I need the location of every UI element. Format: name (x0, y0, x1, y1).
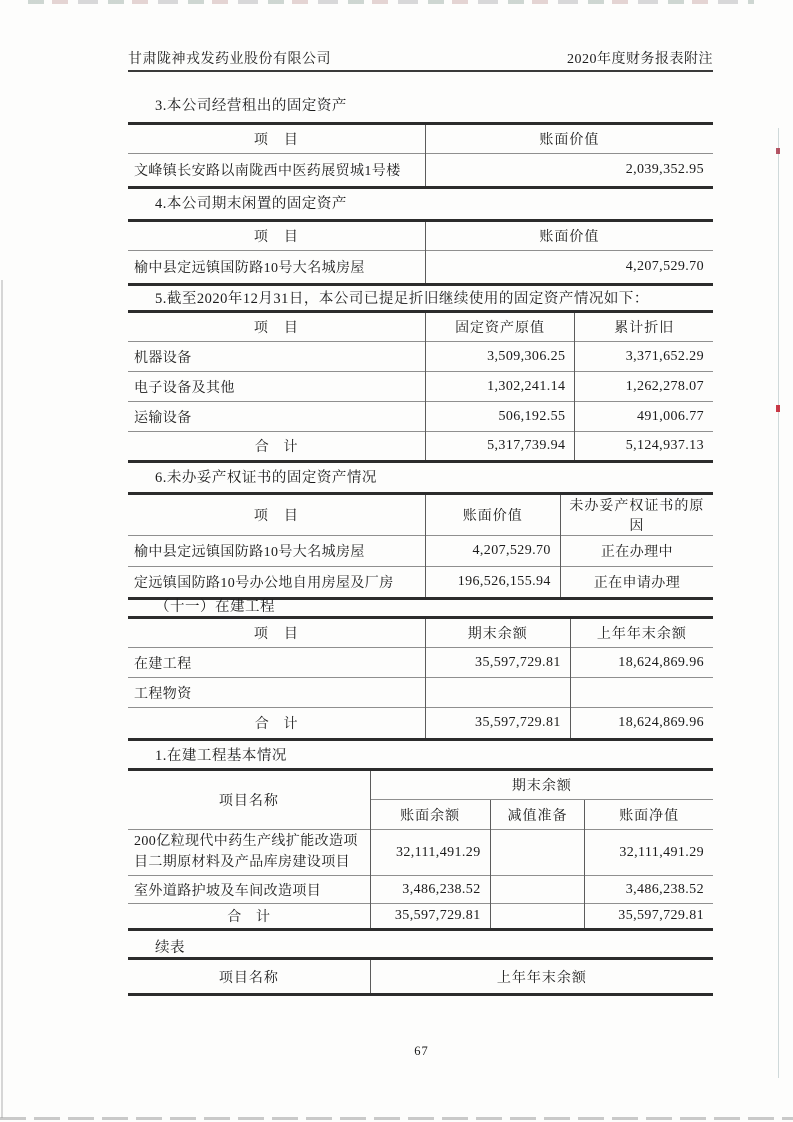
table-total-row (128, 904, 713, 930)
col-impairment-provision: 减值准备 (490, 800, 585, 830)
col-book-net-value: 账面净值 (585, 800, 713, 830)
item-name: 工程物资 (128, 678, 425, 708)
cip-detail-table (128, 768, 713, 931)
table-row (128, 678, 713, 708)
col-accumulated-depreciation: 累计折旧 (575, 312, 713, 342)
total-net: 35,597,729.81 (585, 904, 713, 930)
total-label: 合 计 (128, 432, 425, 462)
project-balance: 3,486,238.52 (370, 876, 490, 904)
section-4-heading: 4.本公司期末闲置的固定资产 (155, 196, 347, 212)
total-balance: 35,597,729.81 (370, 904, 490, 930)
project-balance: 32,111,491.29 (370, 830, 490, 876)
header-rule (128, 70, 713, 72)
asset-name: 定远镇国防路10号办公地自用房屋及厂房 (128, 567, 425, 599)
table-header-row (128, 312, 713, 342)
col-original-cost: 固定资产原值 (425, 312, 575, 342)
item-depreciation: 1,262,278.07 (575, 372, 713, 402)
asset-name: 榆中县定远镇国防路10号大名城房屋 (128, 251, 425, 285)
col-item: 项 目 (253, 509, 299, 524)
item-cost: 1,302,241.14 (425, 372, 575, 402)
project-impairment (490, 876, 585, 904)
item-name: 机器设备 (128, 342, 425, 372)
idle-assets-table (128, 219, 713, 286)
section-6-heading: 6.未办妥产权证书的固定资产情况 (155, 470, 377, 486)
section-3-heading: 3.本公司经营租出的固定资产 (155, 98, 347, 114)
table-row (128, 536, 713, 567)
table-row (128, 372, 713, 402)
col-book-value: 账面价值 (425, 221, 713, 251)
section-11-heading: （十一）在建工程 (155, 599, 275, 615)
item-cost: 3,509,306.25 (425, 342, 575, 372)
page-header (128, 48, 713, 68)
scan-artifact-right-line (778, 128, 779, 1078)
scan-artifact-red-mark-2 (776, 405, 780, 412)
col-book-balance: 账面余额 (370, 800, 490, 830)
table-row (128, 154, 713, 188)
no-certificate-assets-table (128, 492, 713, 600)
table-row (128, 830, 713, 876)
item-ending: 35,597,729.81 (425, 648, 570, 678)
col-project-name: 项目名称 (218, 794, 279, 809)
project-net: 3,486,238.52 (585, 876, 713, 904)
project-name: 室外道路护坡及车间改造项目 (128, 876, 370, 904)
scan-artifact-red-mark-1 (776, 148, 780, 154)
table-row (128, 342, 713, 372)
col-prior-year-balance: 上年年末余额 (370, 959, 713, 995)
continued-table-heading: 续表 (155, 940, 185, 956)
col-item: 项 目 (253, 321, 299, 336)
cip-continued-table (128, 957, 713, 996)
item-depreciation: 491,006.77 (575, 402, 713, 432)
item-name: 运输设备 (128, 402, 425, 432)
scan-artifact-left-line (1, 280, 3, 1118)
table-header-row (128, 959, 713, 995)
table-total-row (128, 432, 713, 462)
asset-name: 榆中县定远镇国防路10号大名城房屋 (128, 536, 425, 567)
col-project-name: 项目名称 (218, 970, 279, 986)
col-prior-year-balance: 上年年末余额 (570, 618, 713, 648)
asset-value: 4,207,529.70 (425, 536, 560, 567)
total-label: 合 计 (128, 904, 370, 930)
asset-value: 4,207,529.70 (425, 251, 713, 285)
total-impairment (490, 904, 585, 930)
table-header-row (128, 221, 713, 251)
table-group-header-row (128, 770, 713, 800)
total-prior: 18,624,869.96 (570, 708, 713, 740)
project-impairment (490, 830, 585, 876)
table-header-row (128, 494, 713, 536)
total-label: 合 计 (128, 708, 425, 740)
col-book-value: 账面价值 (425, 494, 560, 536)
col-item: 项 目 (253, 627, 299, 642)
col-group-ending-balance: 期末余额 (370, 770, 713, 800)
asset-reason: 正在申请办理 (560, 567, 713, 599)
table-row (128, 567, 713, 599)
item-prior (570, 678, 713, 708)
col-item: 项 目 (253, 230, 299, 245)
total-ending: 35,597,729.81 (425, 708, 570, 740)
col-reason: 未办妥产权证书的原因 (560, 494, 713, 536)
item-ending (425, 678, 570, 708)
table-row (128, 251, 713, 285)
page-number: 67 (414, 1044, 429, 1058)
section-11-1-heading: 1.在建工程基本情况 (155, 748, 287, 764)
leased-out-assets-table (128, 122, 713, 189)
depreciated-assets-table (128, 310, 713, 463)
scan-artifact-top-dashes (28, 0, 754, 4)
col-book-value: 账面价值 (425, 124, 713, 154)
total-cost: 5,317,739.94 (425, 432, 575, 462)
section-5-heading: 5.截至2020年12月31日，本公司已提足折旧继续使用的固定资产情况如下： (155, 291, 649, 307)
item-cost: 506,192.55 (425, 402, 575, 432)
item-depreciation: 3,371,652.29 (575, 342, 713, 372)
scan-artifact-bottom-dashes (0, 1117, 793, 1120)
col-ending-balance: 期末余额 (425, 618, 570, 648)
table-row (128, 876, 713, 904)
doc-title: 2020年度财务报表附注 (567, 52, 713, 67)
project-name: 200亿粒现代中药生产线扩能改造项目二期原材料及产品库房建设项目 (128, 830, 370, 876)
item-name: 电子设备及其他 (128, 372, 425, 402)
item-prior: 18,624,869.96 (570, 648, 713, 678)
item-name: 在建工程 (128, 648, 425, 678)
cip-summary-table (128, 616, 713, 741)
asset-value: 196,526,155.94 (425, 567, 560, 599)
table-row (128, 402, 713, 432)
asset-name: 文峰镇长安路以南陇西中医药展贸城1号楼 (128, 154, 425, 188)
total-depreciation: 5,124,937.13 (575, 432, 713, 462)
table-total-row (128, 708, 713, 740)
table-row (128, 648, 713, 678)
col-item: 项 目 (253, 133, 299, 148)
table-header-row (128, 618, 713, 648)
company-name: 甘肃陇神戎发药业股份有限公司 (128, 52, 331, 67)
asset-reason: 正在办理中 (560, 536, 713, 567)
table-header-row (128, 124, 713, 154)
project-net: 32,111,491.29 (585, 830, 713, 876)
asset-value: 2,039,352.95 (425, 154, 713, 188)
